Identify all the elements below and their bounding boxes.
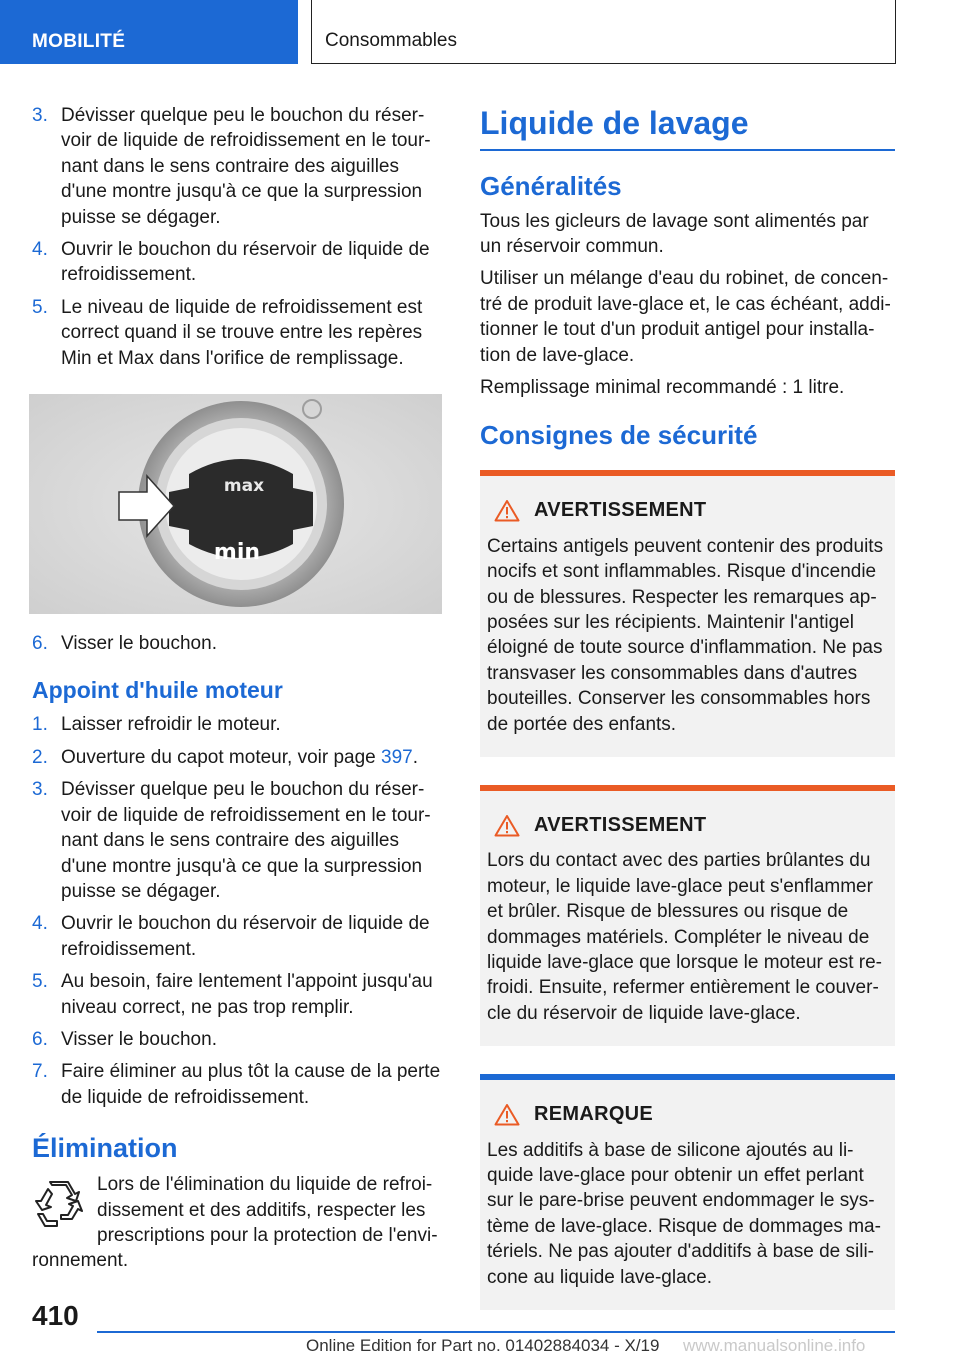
list-item (32, 631, 444, 656)
step-text: Ouvrir le bouchon du réservoir de liquide de refroidissement. (61, 913, 430, 960)
note-box (480, 1074, 895, 1310)
step-number: 3. (32, 105, 48, 126)
warning-title (494, 498, 885, 523)
list-item (32, 911, 444, 962)
warning-box-1 (480, 470, 895, 757)
min-mark: min (213, 540, 261, 566)
recycle-icon (32, 1177, 87, 1232)
list-item (32, 969, 444, 1020)
coolant-filler-illustration (29, 394, 442, 614)
step-text: Laisser refroidir le moteur. (61, 714, 281, 736)
section-tab (0, 0, 298, 64)
step-number: 5. (32, 971, 48, 993)
coolant-filler-photo (29, 394, 442, 614)
page-title: Liquide de lavage (480, 105, 749, 141)
step-text-part: Ouverture du capot moteur, voir page (61, 746, 376, 768)
step-number: 4. (32, 239, 48, 261)
list-item (32, 1059, 444, 1110)
list-item (32, 745, 444, 770)
note-text: Les additifs à base de silicone ajoutés au li-quide lave-glace pour obtenir un effet perlant sur le pare-brise peuvent endommager le sys-tème de lave-glace. Risque de dommages ma-tériels. Ne pas ajouter d'additifs à base de sili-cone au liquide lave-glace. (487, 1139, 881, 1288)
footer-watermark: www.manualsonline.info (683, 1336, 866, 1355)
step-text: Visser le bouchon. (61, 633, 217, 655)
chapter-tab (311, 0, 896, 64)
step-number: 3. (32, 779, 48, 801)
step-number: 6. (32, 633, 48, 655)
warning-triangle-icon (494, 1103, 522, 1127)
note-title (494, 1102, 885, 1127)
list-item (32, 237, 444, 288)
warning-body (480, 476, 895, 757)
appoint-heading: Appoint d'huile moteur (32, 677, 283, 704)
elimination-section (32, 1131, 444, 1274)
step-number: 4. (32, 913, 48, 935)
list-item (32, 777, 444, 904)
warning-triangle-icon (494, 814, 522, 838)
chapter-title: Consommables (325, 30, 457, 51)
warning-label: AVERTISSEMENT (534, 499, 707, 522)
step-number: 5. (32, 296, 48, 318)
step-number: 2. (32, 746, 48, 768)
step-text-end: . (412, 746, 418, 768)
section-title: MOBILITÉ (32, 31, 126, 52)
step-text: Faire éliminer au plus tôt la cause de la perte de liquide de refroidissement. (61, 1061, 441, 1108)
step-text (61, 745, 444, 770)
elimination-heading: Élimination (32, 1133, 178, 1164)
warning-text: Certains antigels peuvent contenir des produits nocifs et sont inflammables. Risque d'incendie ou de blessures. Respecter les remarques ap-posées sur les récipients. Maintenir l'antigel éloigné de toute source d'inflammation. Ne pas transvaser les consommables dans d'autres bouteilles. Conserver les consommables hors de portée des enfants. (487, 535, 884, 735)
list-item (32, 295, 444, 371)
note-body (480, 1080, 895, 1310)
step-number: 6. (32, 1028, 48, 1050)
elimination-text: Lors de l'élimination du liquide de refroi-dissement et des additifs, respecter les prescriptions pour la protection de l'envi-ronnement. (32, 1174, 438, 1272)
step-text: Ouvrir le bouchon du réservoir de liquide de refroidissement. (61, 239, 430, 286)
footer-edition: Online Edition for Part no. 01402884034 - X/19 (306, 1336, 660, 1355)
paragraph: Remplissage minimal recommandé : 1 litre. (480, 376, 845, 398)
paragraph: Tous les gicleurs de lavage sont alimentés par un réservoir commun. (480, 210, 869, 257)
footer-rule (97, 1331, 895, 1333)
step-text: Visser le bouchon. (61, 1028, 217, 1050)
left-column (32, 103, 444, 1274)
list-item (32, 712, 444, 737)
warning-text: Lors du contact avec des parties brûlantes du moteur, le liquide lave-glace peut s'enflammer et brûler. Risque de blessures ou risque de dommages matériels. Compléter le niveau de liquide lave-glace que lorsque le moteur est re-froidi. Ensuite, refermer entièrement le couver-cle du réservoir de liquide lave-glace. (487, 850, 882, 1024)
step-text: Au besoin, faire lentement l'appoint jusqu'au niveau correct, ne pas trop remplir. (61, 971, 433, 1018)
page-number: 410 (32, 1300, 79, 1331)
warning-box-2 (480, 785, 895, 1046)
warning-label: AVERTISSEMENT (534, 814, 707, 836)
step-text: Dévisser quelque peu le bouchon du réser-voir de liquide de refroidissement en le tour-nant dans le sens contraire des aiguilles d'une montre jusqu'à ce que la surpression puisse se dégager. (61, 105, 431, 228)
step-number: 1. (32, 714, 48, 736)
list-item (32, 103, 444, 230)
warning-title (494, 813, 885, 838)
warning-body (480, 791, 895, 1046)
generalites-heading: Généralités (480, 170, 622, 201)
list-item (32, 1027, 444, 1052)
step-number: 7. (32, 1061, 48, 1083)
step-text: Dévisser quelque peu le bouchon du réser-voir de liquide de refroidissement en le tour-nant dans le sens contraire des aiguilles d'une montre jusqu'à ce que la surpression puisse se dégager. (61, 779, 431, 902)
warning-triangle-icon (494, 499, 522, 523)
step-text: Le niveau de liquide de refroidissement est correct quand il se trouve entre les repères Min et Max dans l'orifice de remplissage. (61, 296, 423, 369)
title-rule (480, 149, 895, 151)
safety-heading: Consignes de sécurité (480, 420, 758, 451)
note-label: REMARQUE (534, 1103, 654, 1126)
paragraph: Utiliser un mélange d'eau du robinet, de concen-tré de produit lave-glace et, le cas échéant, addi-tionner le tout d'un produit antigel pour installa-tion de lave-glace. (480, 268, 891, 366)
steps-coolant-check (32, 103, 444, 371)
page-link[interactable]: 397 (381, 746, 413, 768)
steps-coolant-fill (32, 712, 444, 1110)
max-mark: max (223, 476, 265, 497)
right-column (480, 103, 895, 1338)
